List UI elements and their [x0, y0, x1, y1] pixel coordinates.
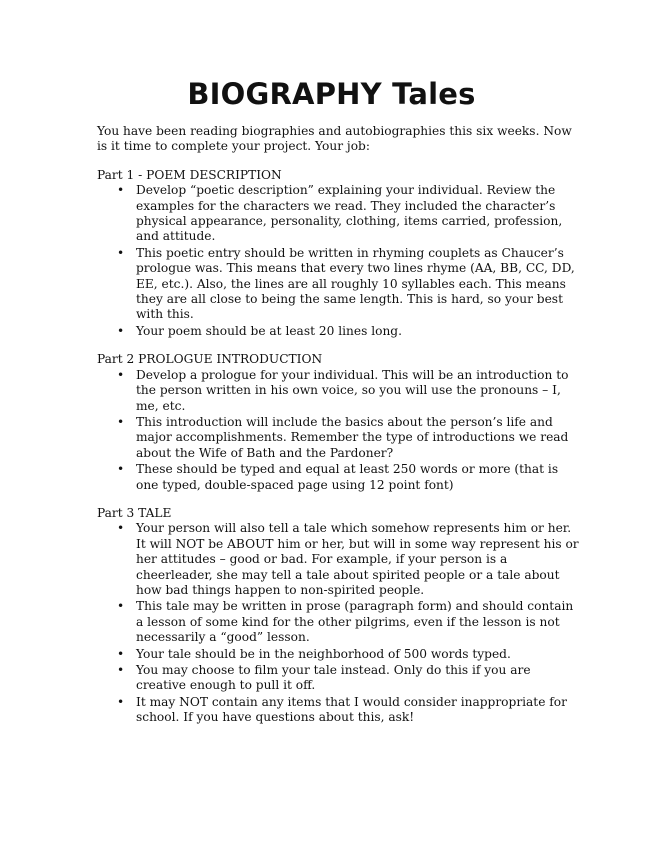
document-title: BIOGRAPHY Tales — [187, 77, 476, 111]
list-item: • Your tale should be in the neighborhood of 500 words typed. — [136, 647, 581, 662]
part-3-section — [97, 506, 581, 726]
list-item: • Develop “poetic description” explaining your individual. Review the examples for the characters we read. They included the character’s physical appearance, personality, clothing, items carried, profession, and attitude. — [136, 183, 581, 245]
part-2-bullet-list — [97, 368, 581, 493]
intro-paragraph: You have been reading biographies and autobiographies this six weeks. Now is it time to complete your project. Your job: — [97, 124, 572, 154]
list-item: • This poetic entry should be written in rhyming couplets as Chaucer’s prologue was. This means that every two lines rhyme (AA, BB, CC, DD, EE, etc.). Also, the lines are all roughly 10 syllables each. This means they are all close to being the same length. This is hard, so your best with this. — [136, 246, 581, 323]
part-2-heading: Part 2 PROLOGUE INTRODUCTION — [97, 352, 323, 367]
list-item: • It may NOT contain any items that I would consider inappropriate for school. If you have questions about this, ask! — [136, 695, 581, 726]
list-item: • Develop a prologue for your individual. This will be an introduction to the person written in his own voice, so you will use the pronouns – I, me, etc. — [136, 368, 581, 414]
list-item: • This tale may be written in prose (paragraph form) and should contain a lesson of some kind for the other pilgrims, even if the lesson is not necessarily a “good” lesson. — [136, 599, 581, 645]
list-item: • These should be typed and equal at least 250 words or more (that is one typed, double-spaced page using 12 point font) — [136, 462, 581, 493]
list-item: • Your poem should be at least 20 lines long. — [136, 324, 581, 339]
part-1-bullet-list — [97, 183, 581, 339]
part-2-section — [97, 352, 581, 493]
document-body — [97, 124, 581, 739]
list-item: • Your person will also tell a tale which somehow represents him or her. It will NOT be ABOUT him or her, but will in some way represent his or her attitudes – good or bad. For example, if your person is a cheerleader, she may tell a tale about spirited people or a tale about how bad things happen to non-spirited people. — [136, 521, 581, 598]
part-1-heading: Part 1 - POEM DESCRIPTION — [97, 167, 282, 182]
part-1-section — [97, 168, 581, 339]
list-item: • You may choose to film your tale instead. Only do this if you are creative enough to pull it off. — [136, 663, 581, 694]
list-item: • This introduction will include the basics about the person’s life and major accomplishments. Remember the type of introductions we read about the Wife of Bath and the Pardoner? — [136, 415, 581, 461]
part-3-heading: Part 3 TALE — [97, 505, 172, 520]
part-3-bullet-list — [97, 521, 581, 725]
